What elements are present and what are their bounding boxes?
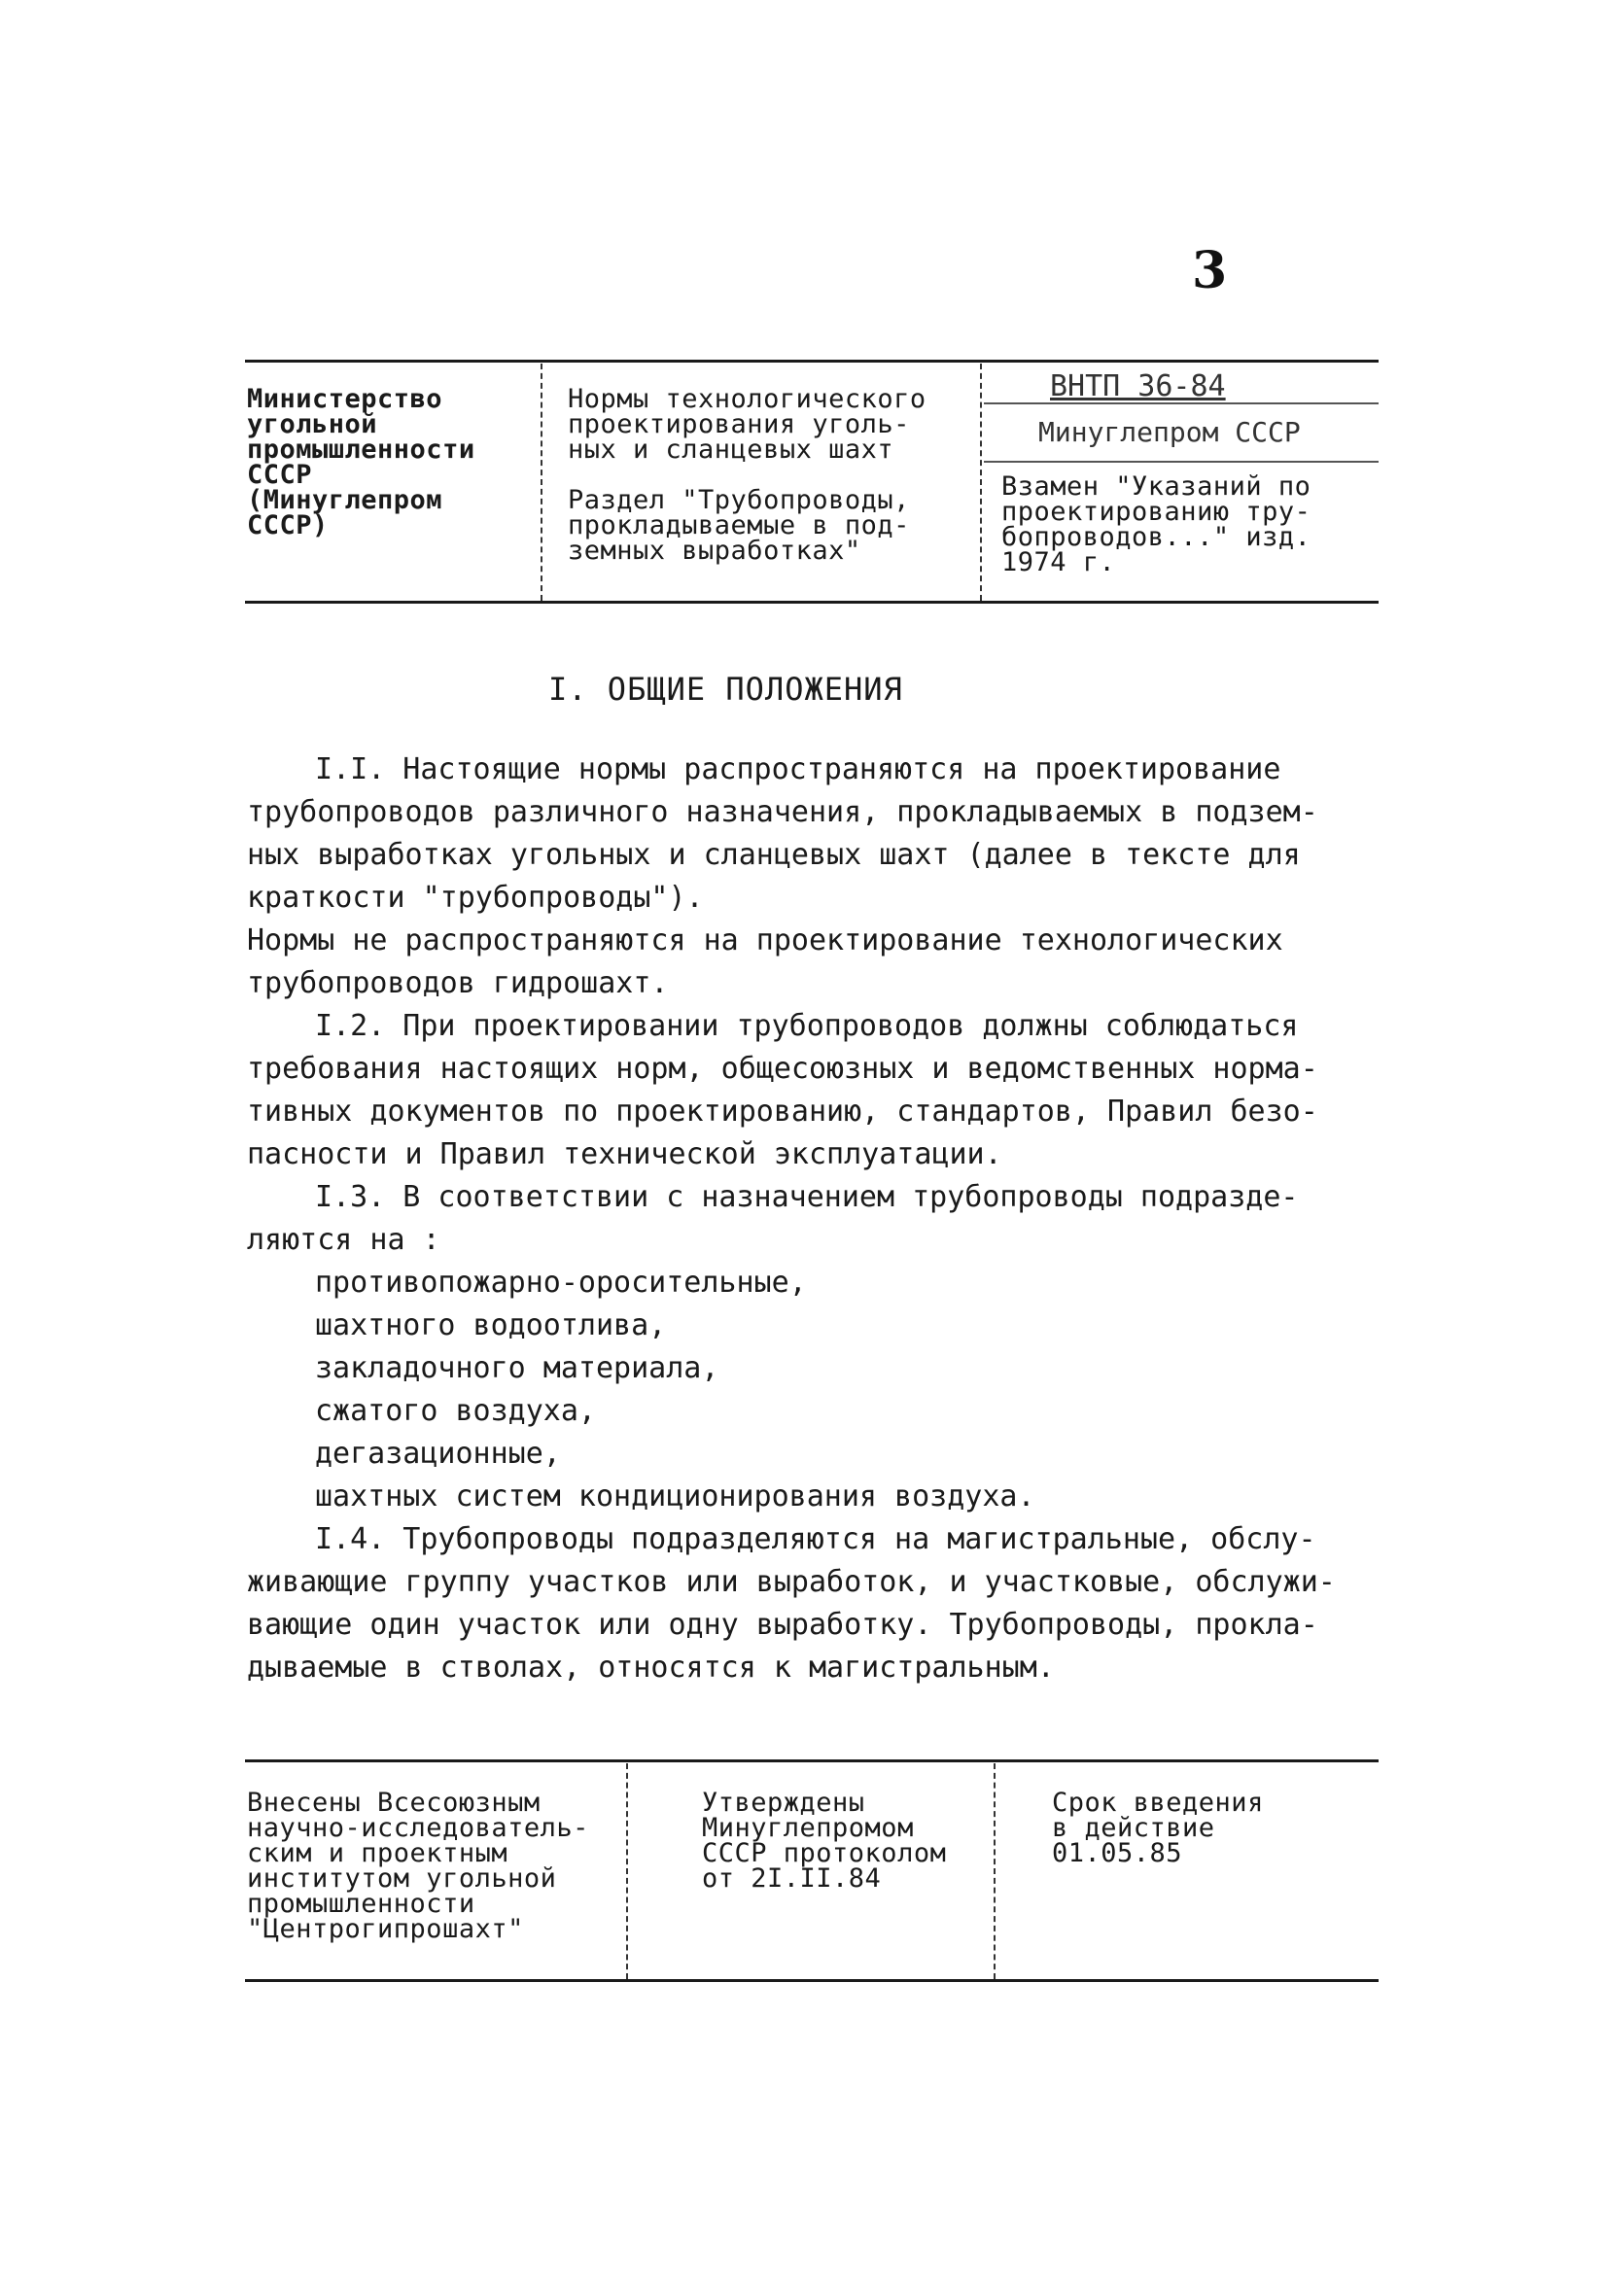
list-item: закладочного материала, (315, 1351, 719, 1385)
header-top-rule (245, 360, 1379, 363)
header-divider-1 (541, 364, 542, 601)
footer-approved-by: Утверждены Минуглепромом СССР протоколом от 2I.II.84 (702, 1788, 947, 1894)
list-item: противопожарно-оросительные, (315, 1266, 807, 1300)
list-item: дегазационные, (315, 1437, 561, 1471)
paragraph-1-3: I.3. В соответствии с назначением трубопроводы подразде- ляются на : (247, 1180, 1299, 1257)
header-section-title: Раздел "Трубопроводы, прокладываемые в под- земных выработках" (568, 485, 910, 566)
body-text (247, 748, 1375, 1689)
footer-submitted-by: Внесены Всесоюзным научно-исследователь- ским и проектным институтом угольной промышленности "Центрогипрошахт" (247, 1788, 589, 1944)
footer-bottom-rule (245, 1979, 1379, 1982)
header-ministry-name: Министерство угольной промышленности СССР (Минуглепром СССР) (247, 384, 475, 540)
page-number: 3 (1192, 241, 1228, 300)
paragraph-1-1: I.I. Настоящие нормы распространяются на проектирование трубопроводов различного назначения, прокладываемых в подзем- ных выработках угольных и сланцевых шахт (далее в тексте для краткости "трубопроводы"). (247, 752, 1318, 915)
header-doc-id: ВНТП 36-84 (1050, 369, 1226, 403)
pipeline-type-list (247, 1262, 1375, 1518)
paragraph-1-4: I.4. Трубопроводы подразделяются на магистральные, обслу- живающие группу участков или выработок, и участковые, обслужи- вающие один участок или одну выработку. Трубопроводы, прокла- дываемые в стволах, относятся к магистральным. (247, 1522, 1336, 1685)
footer-top-rule (245, 1759, 1379, 1762)
list-item: сжатого воздуха, (315, 1394, 596, 1428)
paragraph-1-2: I.2. При проектировании трубопроводов должны соблюдаться требования настоящих норм, общесоюзных и ведомственных норма- тивных документов по проектированию, стандартов, Правил безо- пасности и Правил технической эксплуатации. (247, 1009, 1318, 1171)
header-replaces: Взамен "Указаний по проектированию тру- бопроводов..." изд. 1974 г. (1001, 471, 1311, 577)
footer-divider-1 (626, 1763, 628, 1979)
header-divider-2 (980, 364, 982, 601)
header-ministry-rule (984, 461, 1379, 463)
header-norms-title: Нормы технологического проектирования уголь- ных и сланцевых шахт (568, 384, 926, 465)
section-title: I. ОБЩИЕ ПОЛОЖЕНИЯ (548, 671, 903, 708)
list-item: шахтных систем кондиционирования воздуха. (315, 1479, 1035, 1513)
list-item: шахтного водоотлива, (315, 1308, 667, 1342)
header-bottom-rule (245, 601, 1379, 604)
footer-effective-date: Срок введения в действие 01.05.85 (1052, 1788, 1264, 1868)
header-ministry-short: Минуглепром СССР (1038, 416, 1301, 448)
paragraph-1-1-continued: Нормы не распространяются на проектирование технологических трубопроводов гидрошахт. (247, 923, 1283, 1000)
footer-divider-2 (994, 1763, 996, 1979)
